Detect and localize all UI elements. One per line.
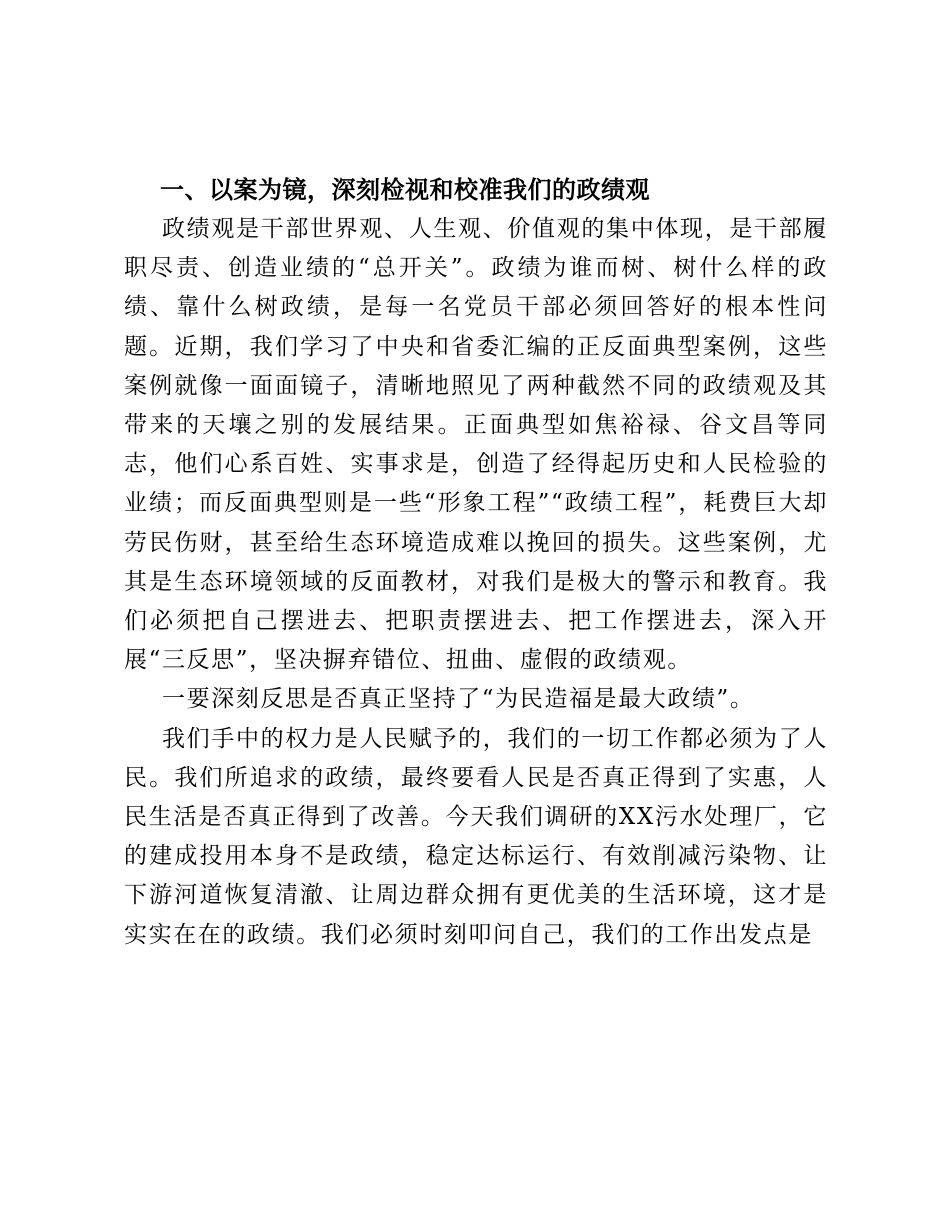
document-body [124, 170, 828, 955]
paragraph-political-view: 政绩观是干部世界观、人生观、价值观的集中体现，是干部履职尽责、创造业绩的“总开关”。政绩为谁而树、树什么样的政绩、靠什么树政绩，是每一名党员干部必须回答好的根本性问题。近期，我们学习了中央和省委汇编的正反面典型案例，这些案例就像一面面镜子，清晰地照见了两种截然不同的政绩观及其带来的天壤之别的发展结果。正面典型如焦裕禄、谷文昌等同志，他们心系百姓、实事求是，创造了经得起历史和人民检验的业绩；而反面典型则是一些“形象工程”“政绩工程”，耗费巨大却劳民伤财，甚至给生态环境造成难以挽回的损失。这些案例，尤其是生态环境领域的反面教材，对我们是极大的警示和教育。我们必须把自己摆进去、把职责摆进去、把工作摆进去，深入开展“三反思”，坚决摒弃错位、扭曲、虚假的政绩观。 [124, 216, 828, 674]
section-heading: 一、以案为镜，深刻检视和校准我们的政绩观 [160, 176, 650, 204]
paragraph-reflection-point: 一要深刻反思是否真正坚持了“为民造福是最大政绩”。 [162, 686, 755, 713]
paragraph-people-power: 我们手中的权力是人民赋予的，我们的一切工作都必须为了人民。我们所追求的政绩，最终要看人民是否真正得到了实惠，人民生活是否真正得到了改善。今天我们调研的XX污水处理厂，它的建成投用本身不是政绩，稳定达标运行、有效削减污染物、让下游河道恢复清澈、让周边群众拥有更优美的生活环境，这才是实实在在的政绩。我们必须时刻叩问自己，我们的工作出发点是 [124, 725, 828, 948]
